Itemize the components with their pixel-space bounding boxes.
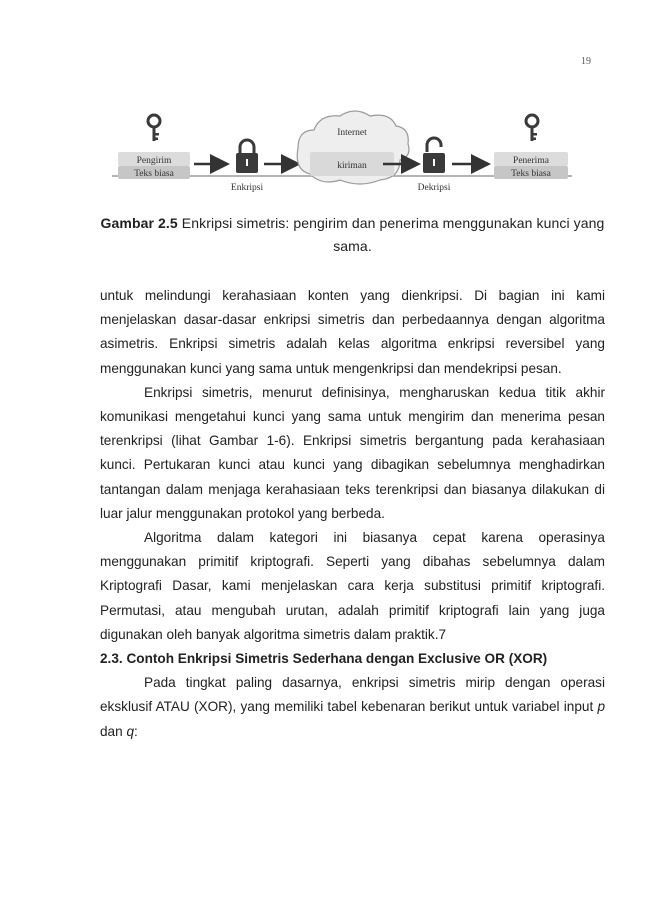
internet-cloud: [297, 111, 409, 184]
receiver-key-icon: [526, 115, 538, 141]
paragraph-4: [100, 671, 605, 744]
cloud-label: Internet: [337, 128, 367, 138]
paragraph-4-text: Pada tingkat paling dasarnya, enkripsi simetris mirip dengan operasi eksklusif ATAU (XOR), yang memiliki tabel kebenaran berikut untuk variabel input: [100, 675, 605, 715]
body-text: [100, 284, 605, 744]
caption-text: Enkripsi simetris: pengirim dan penerima menggunakan kunci yang sama.: [177, 215, 605, 254]
receiver-label: Penerima: [513, 156, 549, 166]
receiver-sub-label: Teks biasa: [511, 169, 551, 179]
section-heading: 2.3. Contoh Enkripsi Simetris Sederhana dengan Exclusive OR (XOR): [100, 651, 548, 667]
var-p: p: [597, 699, 605, 715]
sender-key-icon: [148, 115, 160, 141]
end-text: :: [134, 723, 138, 739]
figure-caption: [100, 212, 605, 258]
caption-label: Gambar 2.5: [100, 215, 178, 231]
receiver-box: [494, 152, 568, 179]
symmetric-encryption-diagram: [100, 108, 580, 204]
decrypt-label: Dekripsi: [417, 183, 451, 193]
cloud-sub-label: kiriman: [337, 161, 367, 171]
encrypt-label: Enkripsi: [230, 183, 264, 193]
lock-closed-icon: [236, 140, 258, 173]
page-number: 19: [581, 56, 591, 67]
lock-open-icon: [423, 138, 445, 173]
paragraph-1: untuk melindungi kerahasiaan konten yang dienkripsi. Di bagian ini kami menjelaskan dasar-dasar enkripsi simetris dan perbedaannya dengan algoritma asimetris. Enkripsi simetris adalah kelas algoritma enkripsi reversibel yang menggunakan kunci yang sama untuk mengenkripsi dan mendekripsi pesan.: [100, 288, 605, 376]
paragraph-2: Enkripsi simetris, menurut definisinya, mengharuskan kedua titik akhir komunikasi mengetahui kunci yang sama untuk mengirim dan menerima pesan terenkripsi (lihat Gambar 1-6). Enkripsi simetris bergantung pada kerahasiaan kunci. Pertukaran kunci atau kunci yang dibagikan sebelumnya menghadirkan tantangan dalam menjaga kerahasiaan teks terenkripsi dan biasanya dilakukan di luar jalur menggunakan protokol yang berbeda.: [100, 384, 605, 521]
sender-box: [118, 152, 190, 179]
sender-sub-label: Teks biasa: [134, 169, 174, 179]
conj-text: dan: [100, 723, 127, 739]
paragraph-3: Algoritma dalam kategori ini biasanya cepat karena operasinya menggunakan primitif kriptografi. Seperti yang dibahas sebelumnya dalam Kriptografi Dasar, kami menjelaskan cara kerja substitusi primitif kriptografi. Permutasi, atau mengubah urutan, adalah primitif kriptografi lain yang juga digunakan oleh banyak algoritma simetris dalam praktik.7: [100, 530, 605, 642]
sender-label: Pengirim: [136, 156, 172, 166]
var-q: q: [126, 723, 135, 739]
